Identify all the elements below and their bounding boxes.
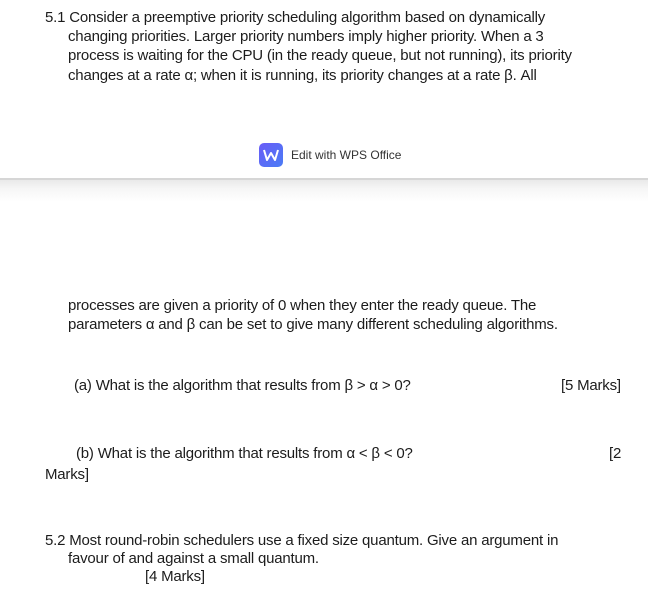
q52-line-1: 5.2 Most round-robin schedulers use a fixed size quantum. Give an argument in [45,532,559,549]
part-b-question: (b) What is the algorithm that results from α < β < 0? [76,445,413,462]
part-b-marks-end: Marks] [45,466,89,483]
q51-line-3: process is waiting for the CPU (in the ready queue, but not running), its priority [68,47,572,64]
part-b-marks-start: [2 [609,445,622,462]
part-a-marks: [5 Marks] [561,377,621,394]
wps-logo-icon [259,143,283,167]
wps-edit-button[interactable] [259,143,401,167]
q51-line-6: parameters α and β can be set to give many different scheduling algorithms. [68,316,558,333]
q51-line-4: changes at a rate α; when it is running, its priority changes at a rate β. All [68,67,537,84]
q52-line-2: favour of and against a small quantum. [68,550,319,567]
q52-marks: [4 Marks] [145,568,205,585]
q51-line-5: processes are given a priority of 0 when they enter the ready queue. The [68,297,537,314]
wps-edit-label: Edit with WPS Office [291,148,402,162]
part-a-question: (a) What is the algorithm that results from β > α > 0? [74,377,411,394]
page-break-divider [0,178,648,202]
q51-line-1: 5.1 Consider a preemptive priority scheduling algorithm based on dynamically [45,9,546,26]
q51-line-2: changing priorities. Larger priority numbers imply higher priority. When a 3 [68,28,544,45]
